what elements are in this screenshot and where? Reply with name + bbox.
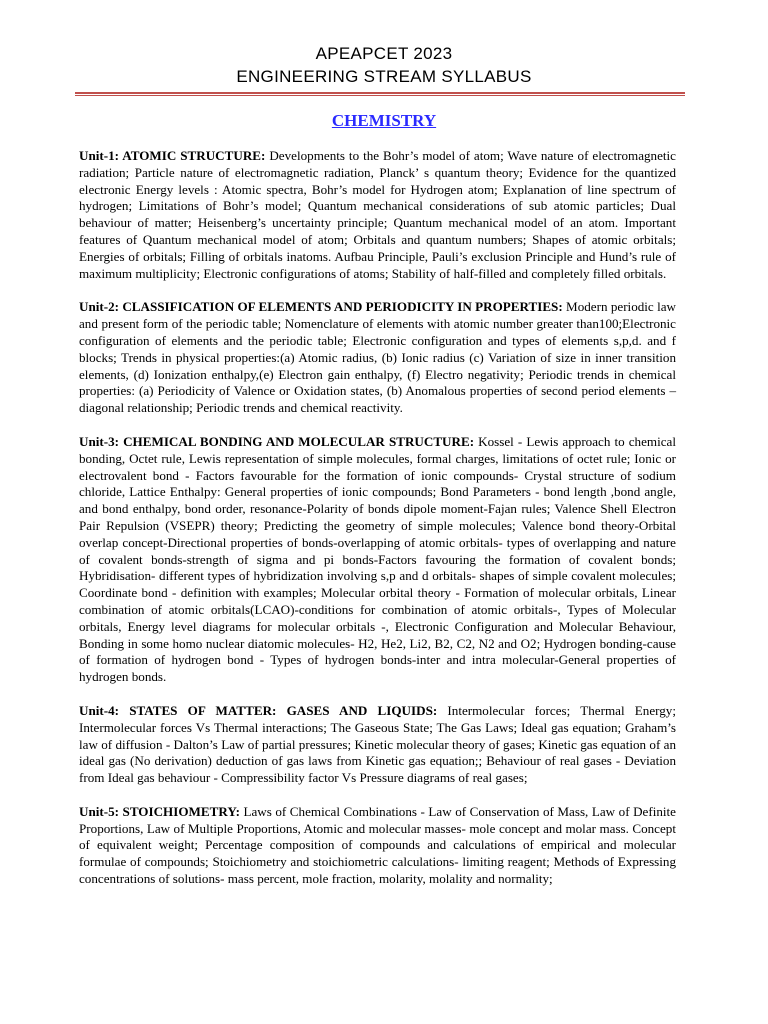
stream-title: ENGINEERING STREAM SYLLABUS xyxy=(236,67,532,86)
unit-body: Kossel - Lewis approach to chemical bonding, Octet rule, Lewis representation of simple molecules, formal charges, limitations of octet rule; Ionic or electrovalent bond - Factors favourable for the formation of ionic compounds- Crystal structure of sodium chloride, Lattice Enthalpy: General properties of ionic compounds; Bond Parameters - bond length ,bond angle, and bond enthalpy, bond order, resonance-Polarity of bonds dipole moment-Fajan rules; Valence Shell Electron Pair Repulsion (VSEPR) theory; Predicting the geometry of simple molecules; Valence bond theory-Orbital overlap concept-Directional properties of bonds-overlapping of atomic orbitals- types of overlapping and nature of covalent bonds-strength of sigma and pi bonds-Factors favouring the formation of covalent bonds; Hybridisation- different types of hybridization involving s,p and d orbitals- shapes of simple covalent molecules; Coordinate bond - definition with examples; Molecular orbital theory - Formation of molecular orbitals, Linear combination of atomic orbitals(LCAO)-conditions for combination of atomic orbitals-, Types of Molecular orbitals, Energy level diagrams for molecular orbitals -, Electronic Configuration and Molecular Behaviour, Bonding in some homo nuclear diatomic molecules- H2, He2, Li2, B2, C2, N2 and O2; Hydrogen bonding-cause of formation of hydrogen bond - Types of hydrogen bonds-inter and intra molecular-General properties of hydrogen bonds. xyxy=(79,433,677,685)
unit-title: Unit-1: ATOMIC STRUCTURE: xyxy=(79,148,266,163)
subject-heading: CHEMISTRY xyxy=(331,111,437,130)
unit-title: Unit-5: STOICHIOMETRY: xyxy=(79,803,240,819)
unit-title: Unit-2: CLASSIFICATION OF ELEMENTS AND PERIODICITY IN PROPERTIES: xyxy=(79,299,563,315)
document-header xyxy=(0,42,768,88)
unit-title: Unit-3: CHEMICAL BONDING AND MOLECULAR STRUCTURE: xyxy=(79,433,475,449)
unit-body: Modern periodic law and present form of the periodic table; Nomenclature of elements with atomic number greater than100;Electronic configuration of elements and the periodic table; Electronic configuration and types of elements s,p,d. and f blocks; Trends in physical properties:(a) Atomic radius, (b) Ionic radius (c) Variation of size in inner transition elements, (d) Ionization enthalpy,(e) Electron gain enthalpy, (f) Electro negativity; Periodic trends in chemical properties: (a) Periodicity of Valence or Oxidation states, (b) Anomalous properties of second period elements –diagonal relationship; Periodic trends and chemical reactivity. xyxy=(79,299,676,416)
unit-body: Developments to the Bohr’s model of atom; Wave nature of electromagnetic radiation; Particle nature of electromagnetic radiation, Planck’ s quantum theory; Evidence for the quantized electronic Energy levels : Atomic spectra, Bohr’s model for Hydrogen atom; Explanation of line spectrum of hydrogen; Limitations of Bohr’s model; Quantum mechanical considerations of sub atomic particles; Dual behaviour of matter; Heisenberg’s uncertainty principle; Quantum mechanical model of an atom. Important features of Quantum mechanical model of atom; Orbitals and quantum numbers; Shapes of atomic orbitals; Energies of orbitals; Filling of orbitals inatoms. Aufbau Principle, Pauli’s exclusion Principle and Hund’s rule of maximum multiplicity; Electronic configurations of atoms; Stability of half-filled and completely filled orbitals. xyxy=(79,148,676,281)
header-divider-thin xyxy=(75,95,685,96)
unit-body: Laws of Chemical Combinations - Law of Conservation of Mass, Law of Definite Proportions, Law of Multiple Proportions, Atomic and molecular masses- mole concept and molar mass. Concept of equivalent weight; Percentage composition of compounds and calculations of empirical and molecular formulae of compounds; Stoichiometry and stoichiometric calculations- limiting reagent; Methods of Expressing concentrations of solutions- mass percent, mole fraction, molarity, molality and normality; xyxy=(79,803,676,887)
header-divider-thick xyxy=(75,92,685,94)
syllabus-content xyxy=(79,148,676,905)
exam-title: APEAPCET 2023 xyxy=(315,44,453,63)
unit-1 xyxy=(79,148,676,282)
unit-body: Intermolecular forces; Thermal Energy; Intermolecular forces Vs Thermal interactions; The Gaseous State; The Gas Laws; Ideal gas equation; Graham’s law of diffusion - Dalton’s Law of partial pressures; Kinetic molecular theory of gases; Kinetic gas equation of an ideal gas (No derivation) deduction of gas laws from Kinetic gas equation;; Behaviour of real gases - Deviation from Ideal gas behaviour - Compressibility factor Vs Pressure diagrams of real gases; xyxy=(79,702,676,786)
unit-title: Unit-4: STATES OF MATTER: GASES AND LIQUIDS: xyxy=(79,702,438,718)
unit-3 xyxy=(79,434,676,686)
unit-5 xyxy=(79,804,676,888)
unit-2 xyxy=(79,299,676,417)
unit-4 xyxy=(79,703,676,787)
